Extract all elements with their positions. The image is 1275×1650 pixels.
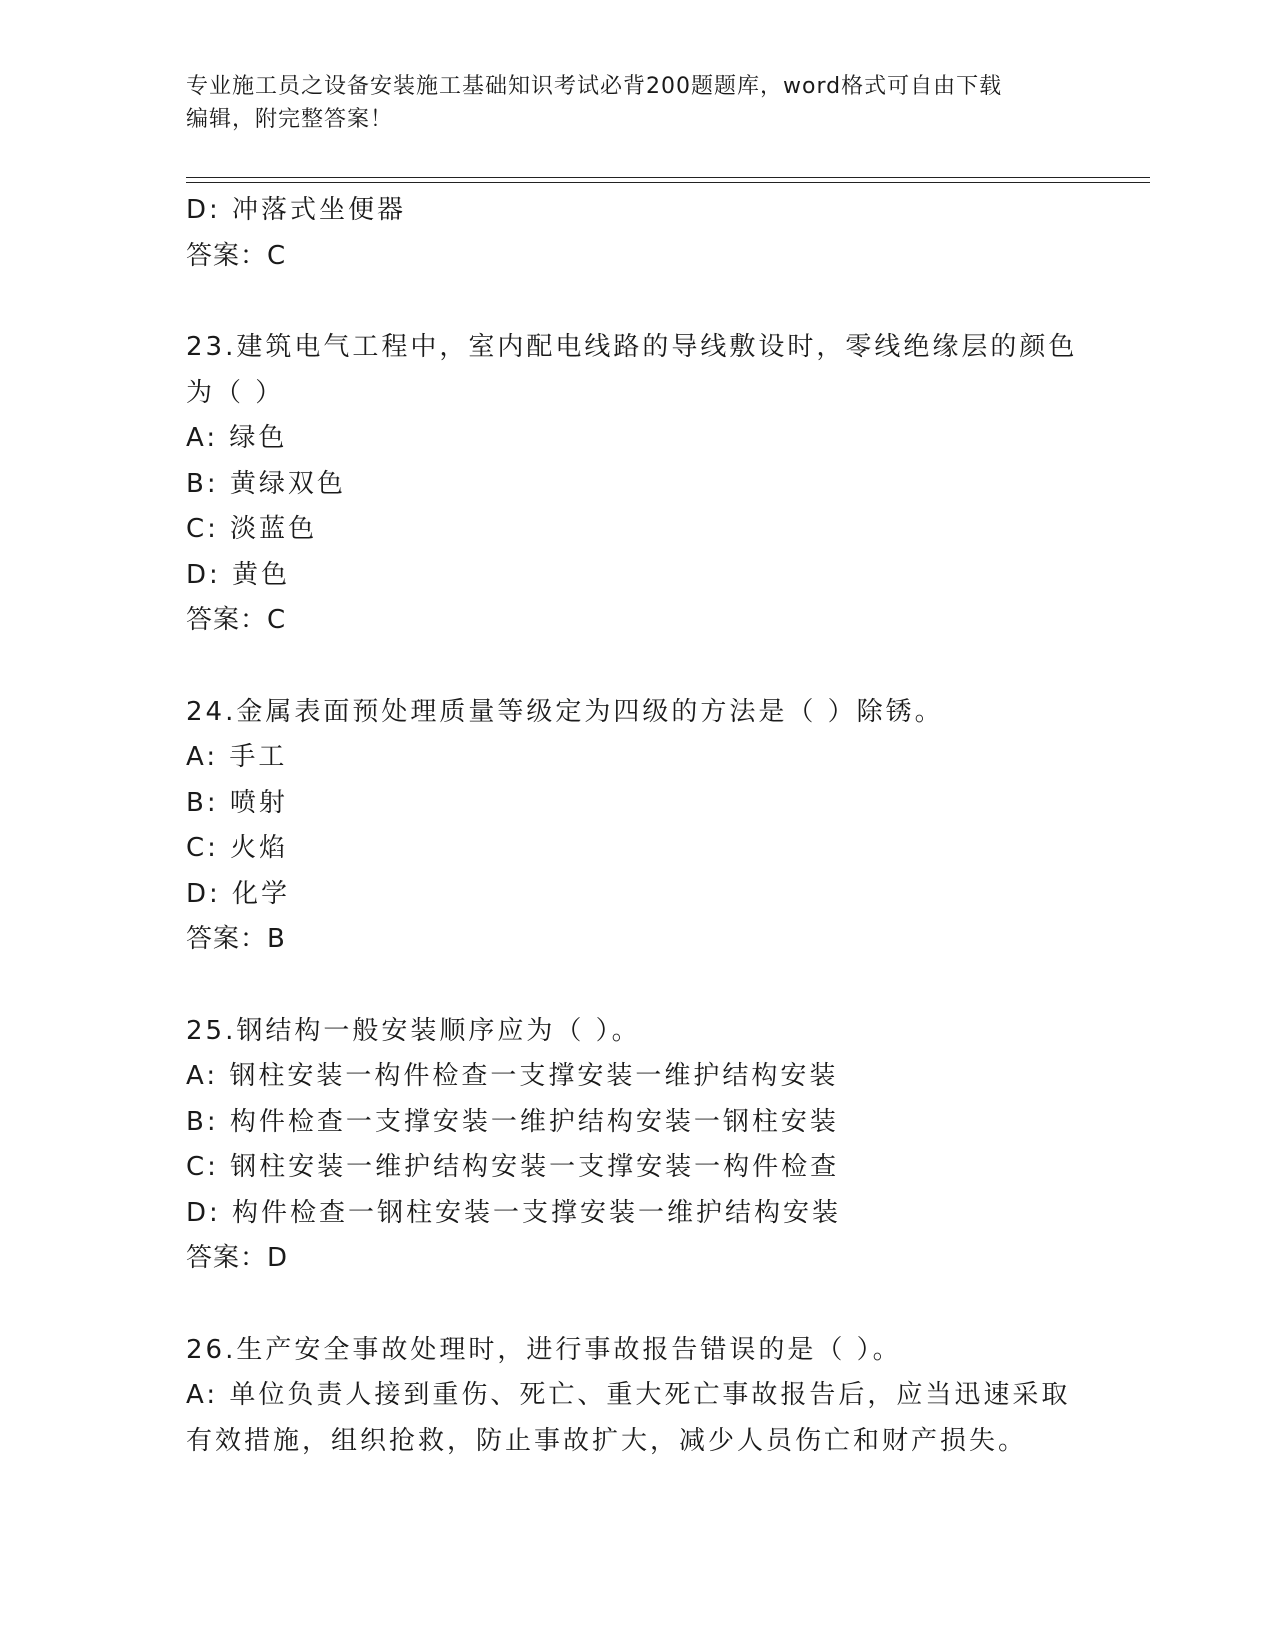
option-b: B: 黄绿双色 (186, 468, 346, 499)
option-d: D: 黄色 (186, 559, 291, 590)
option-a: A: 手工 (186, 742, 288, 772)
spacer (186, 1282, 1086, 1328)
question-23 (186, 325, 1086, 644)
option-c: C: 淡蓝色 (186, 514, 318, 544)
header-divider-top (186, 177, 1150, 178)
option-a: A: 钢柱安装一构件检查一支撑安装一维护结构安装 (186, 1061, 839, 1091)
option-d: D: 化学 (186, 878, 291, 909)
header-line-2: 编辑，附完整答案！ (186, 107, 394, 132)
question-stem: 26.生产安全事故处理时，进行事故报告错误的是（ ）。 (186, 1334, 902, 1365)
spacer (186, 644, 1086, 690)
spacer (186, 963, 1086, 1009)
answer: 答案：D (186, 1243, 289, 1273)
option-b: B: 喷射 (186, 787, 288, 818)
spacer (186, 279, 1086, 325)
header-divider-bottom (186, 182, 1150, 183)
question-25 (186, 1009, 1086, 1282)
option-d: D: 构件检查一钢柱安装一支撑安装一维护结构安装 (186, 1197, 842, 1228)
option-b: B: 构件检查一支撑安装一维护结构安装一钢柱安装 (186, 1106, 839, 1137)
option-a-continued: 有效措施，组织抢救，防止事故扩大，减少人员伤亡和财产损失。 (186, 1425, 1028, 1456)
option-a: A: 绿色 (186, 423, 288, 453)
answer: 答案：C (186, 605, 287, 635)
question-26 (186, 1328, 1086, 1465)
question-stem-continued: 为（ ） (186, 377, 285, 408)
question-stem: 23.建筑电气工程中，室内配电线路的导线敷设时，零线绝缘层的颜色 (186, 332, 1078, 362)
header-line-1: 专业施工员之设备安装施工基础知识考试必背200题题库，word格式可自由下载 (186, 74, 1003, 99)
option-d: D: 冲落式坐便器 (186, 195, 407, 225)
answer: 答案：B (186, 924, 286, 954)
option-a: A: 单位负责人接到重伤、死亡、重大死亡事故报告后，应当迅速采取 (186, 1380, 1071, 1410)
question-24 (186, 690, 1086, 963)
question-stem: 25.钢结构一般安装顺序应为（ ）。 (186, 1015, 641, 1046)
answer: 答案：C (186, 240, 287, 271)
document-header (186, 70, 1086, 136)
option-c: C: 钢柱安装一维护结构安装一支撑安装一构件检查 (186, 1152, 840, 1182)
question-list (186, 188, 1086, 1464)
question-22 (186, 188, 1086, 279)
option-c: C: 火焰 (186, 833, 289, 863)
question-stem: 24.金属表面预处理质量等级定为四级的方法是（ ）除锈。 (186, 696, 944, 727)
